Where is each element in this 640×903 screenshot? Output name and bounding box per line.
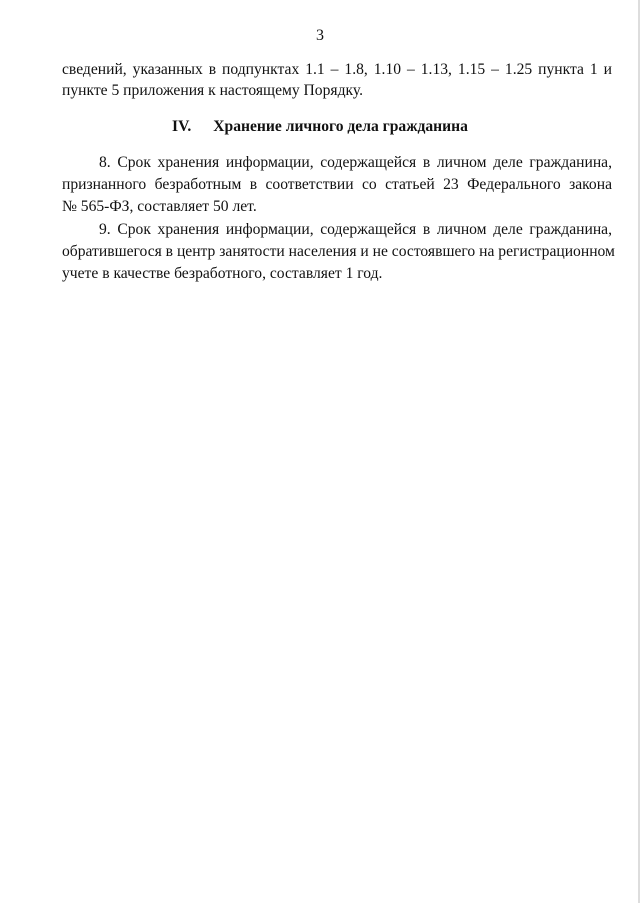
intro-line: пункте 5 приложения к настоящему Порядку. (62, 82, 364, 99)
section-title: Хранение личного дела гражданина (213, 118, 468, 135)
paragraph-line: 8. Срок хранения информации, содержащейся в личном деле гражданина, (99, 154, 612, 171)
intro-line: сведений, указанных в подпунктах 1.1 – 1.8, 1.10 – 1.13, 1.15 – 1.25 пункта 1 и (62, 61, 612, 78)
paragraph-line: 9. Срок хранения информации, содержащейся в личном деле гражданина, (99, 221, 612, 238)
paragraph-line: № 565-ФЗ, составляет 50 лет. (62, 198, 257, 215)
page-number: 3 (316, 27, 324, 44)
section-heading (0, 118, 640, 136)
section-number: IV. (172, 118, 192, 135)
paragraph-line: признанного безработным в соответствии со статьей 23 Федерального закона (62, 176, 612, 193)
paragraph-line: обратившегося в центр занятости населения и не состоявшего на регистрационном (62, 243, 615, 260)
paragraph-line: учете в качестве безработного, составляет 1 год. (62, 265, 383, 282)
